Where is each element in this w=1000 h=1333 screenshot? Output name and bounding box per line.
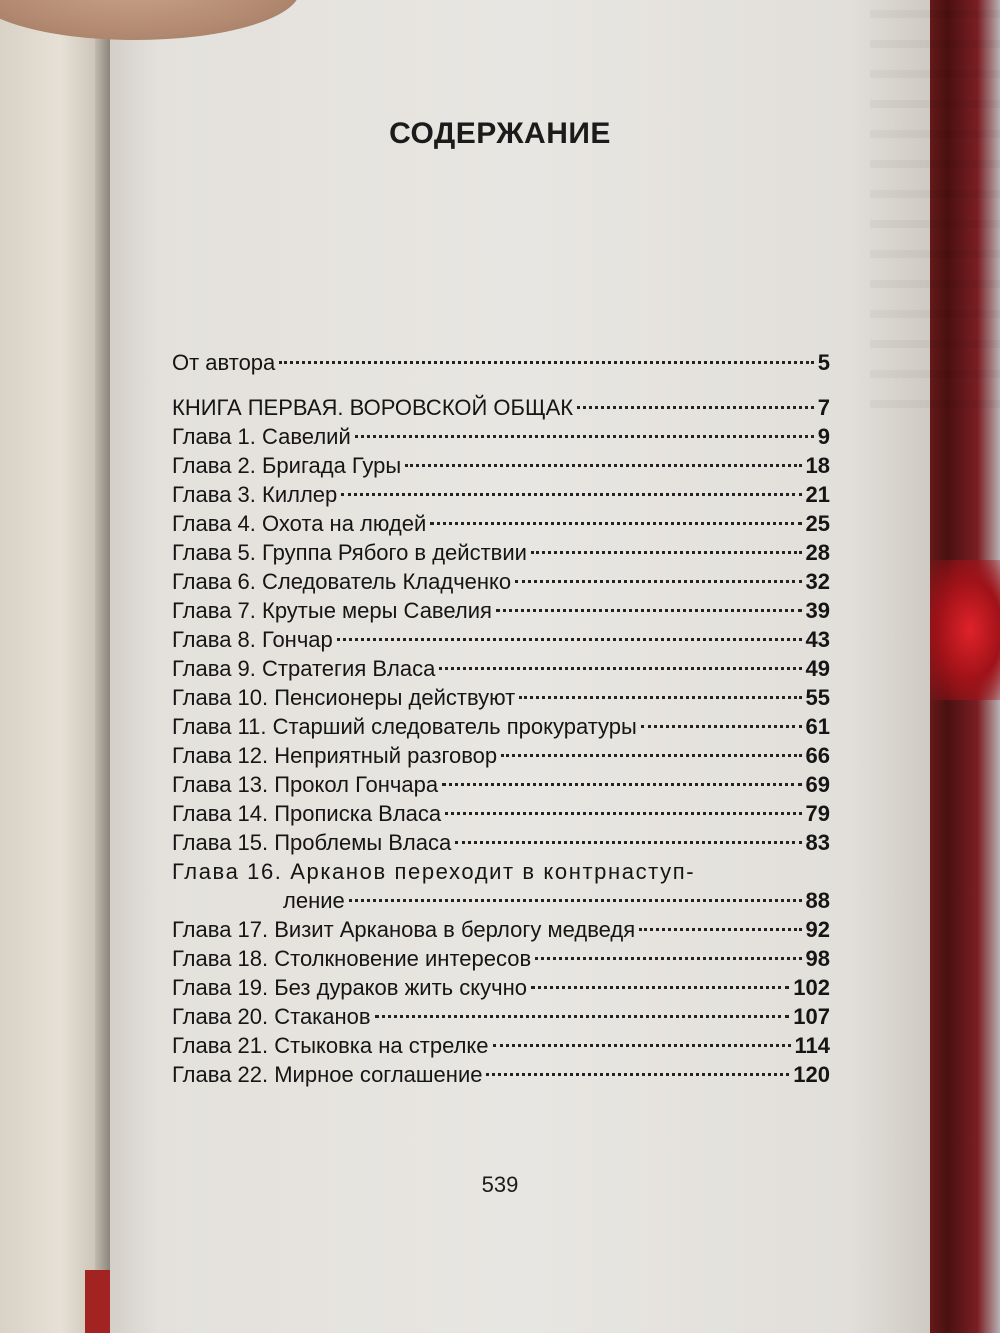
toc-page: 114 — [794, 1033, 830, 1058]
toc-row-chapter — [172, 973, 830, 1002]
toc-row-chapter — [172, 770, 830, 799]
toc-row-chapter — [172, 451, 830, 480]
toc-page: 32 — [805, 569, 830, 594]
toc-label: Глава 21. Стыковка на стрелке — [172, 1033, 489, 1058]
dot-leader — [515, 580, 801, 583]
toc-page: 43 — [805, 627, 830, 652]
toc-label: Глава 15. Проблемы Власа — [172, 830, 452, 855]
toc-row-chapter-16-second-line — [172, 886, 830, 915]
toc-row-chapter — [172, 538, 830, 567]
toc-page: 88 — [805, 888, 830, 913]
toc-label: Глава 14. Прописка Власа — [172, 801, 442, 826]
toc-row-book — [172, 393, 830, 422]
dot-leader — [493, 1044, 791, 1047]
toc-row-chapter — [172, 625, 830, 654]
toc-page: 7 — [817, 395, 830, 420]
toc-page: 79 — [805, 801, 830, 826]
toc-label: Глава 16. Арканов переходит в контрнаступ- — [172, 859, 696, 884]
toc-page: 49 — [805, 656, 830, 681]
dot-leader — [531, 986, 789, 989]
dot-leader — [577, 406, 814, 409]
dot-leader — [337, 638, 802, 641]
toc-row-chapter — [172, 683, 830, 712]
dot-leader — [531, 551, 802, 554]
toc-label: Глава 20. Стаканов — [172, 1004, 371, 1029]
cover-shine — [925, 560, 1000, 700]
dot-leader — [639, 928, 801, 931]
spacer — [172, 377, 830, 393]
dot-leader — [445, 812, 801, 815]
toc-row-chapter — [172, 1031, 830, 1060]
toc-label: Глава 18. Столкновение интересов — [172, 946, 532, 971]
dot-leader — [455, 841, 801, 844]
toc-label: Глава 7. Крутые меры Савелия — [172, 598, 492, 623]
toc-row-chapter — [172, 828, 830, 857]
toc-page: 55 — [805, 685, 830, 710]
toc-label: От автора — [172, 350, 276, 375]
left-page-edge — [0, 0, 110, 1333]
dot-leader — [439, 667, 801, 670]
dot-leader — [430, 522, 801, 525]
toc-label: Глава 2. Бригада Гуры — [172, 453, 402, 478]
toc-row-chapter — [172, 422, 830, 451]
toc-label: Глава 3. Киллер — [172, 482, 338, 507]
dot-leader — [405, 464, 801, 467]
toc-page: 21 — [805, 482, 830, 507]
dot-leader — [355, 435, 814, 438]
toc-page: 107 — [793, 1004, 830, 1029]
toc-label: Глава 8. Гончар — [172, 627, 333, 652]
toc-page: 102 — [793, 975, 830, 1000]
toc-row-chapter — [172, 1060, 830, 1089]
toc-page: 61 — [805, 714, 830, 739]
toc-label: Глава 10. Пенсионеры действуют — [172, 685, 516, 710]
dot-leader — [442, 783, 801, 786]
toc-row-chapter — [172, 1002, 830, 1031]
toc-row-chapter — [172, 654, 830, 683]
toc-label: КНИГА ПЕРВАЯ. ВОРОВСКОЙ ОБЩАК — [172, 395, 574, 420]
toc-row-chapter — [172, 915, 830, 944]
toc-row-chapter — [172, 596, 830, 625]
dot-leader — [535, 957, 801, 960]
toc-row-chapter — [172, 741, 830, 770]
toc-page: 83 — [805, 830, 830, 855]
dot-leader — [486, 1073, 789, 1076]
toc-page: 28 — [805, 540, 830, 565]
toc-label: Глава 9. Стратегия Власа — [172, 656, 436, 681]
dot-leader — [519, 696, 801, 699]
toc-page: 69 — [805, 772, 830, 797]
toc-label: Глава 17. Визит Арканова в берлогу медведя — [172, 917, 636, 942]
toc-page: 66 — [805, 743, 830, 768]
page-title: СОДЕРЖАНИЕ — [389, 117, 611, 150]
toc-page: 18 — [805, 453, 830, 478]
toc-label: Глава 13. Прокол Гончара — [172, 772, 439, 797]
dot-leader — [279, 361, 813, 364]
toc-page: 120 — [793, 1062, 830, 1087]
toc-label: Глава 22. Мирное соглашение — [172, 1062, 483, 1087]
toc-page: 92 — [805, 917, 830, 942]
page-number: 539 — [481, 1172, 519, 1197]
dot-leader — [375, 1015, 790, 1018]
toc-row-chapter — [172, 799, 830, 828]
toc-row-chapter — [172, 480, 830, 509]
toc-row-chapter — [172, 944, 830, 973]
toc-label: Глава 12. Неприятный разговор — [172, 743, 498, 768]
toc-row-chapter — [172, 567, 830, 596]
toc-row-chapter — [172, 509, 830, 538]
toc-row-chapter-16-first-line — [172, 857, 830, 886]
dot-leader — [349, 899, 802, 902]
toc-label: Глава 6. Следователь Кладченко — [172, 569, 512, 594]
toc-label: Глава 4. Охота на людей — [172, 511, 427, 536]
dot-leader — [496, 609, 802, 612]
toc-page: 39 — [805, 598, 830, 623]
toc-label: Глава 19. Без дураков жить скучно — [172, 975, 527, 1000]
toc-label: Глава 1. Савелий — [172, 424, 351, 449]
toc-row-from-author — [172, 348, 830, 377]
dot-leader — [341, 493, 801, 496]
table-of-contents — [172, 348, 830, 1089]
toc-label: ление — [283, 888, 345, 913]
toc-page: 25 — [805, 511, 830, 536]
toc-label: Глава 5. Группа Рябого в действии — [172, 540, 527, 565]
dot-leader — [501, 754, 801, 757]
toc-label: Глава 11. Старший следователь прокуратуры — [172, 714, 637, 739]
toc-page: 98 — [805, 946, 830, 971]
toc-row-chapter — [172, 712, 830, 741]
dot-leader — [641, 725, 802, 728]
toc-page: 5 — [817, 350, 830, 375]
toc-page: 9 — [817, 424, 830, 449]
